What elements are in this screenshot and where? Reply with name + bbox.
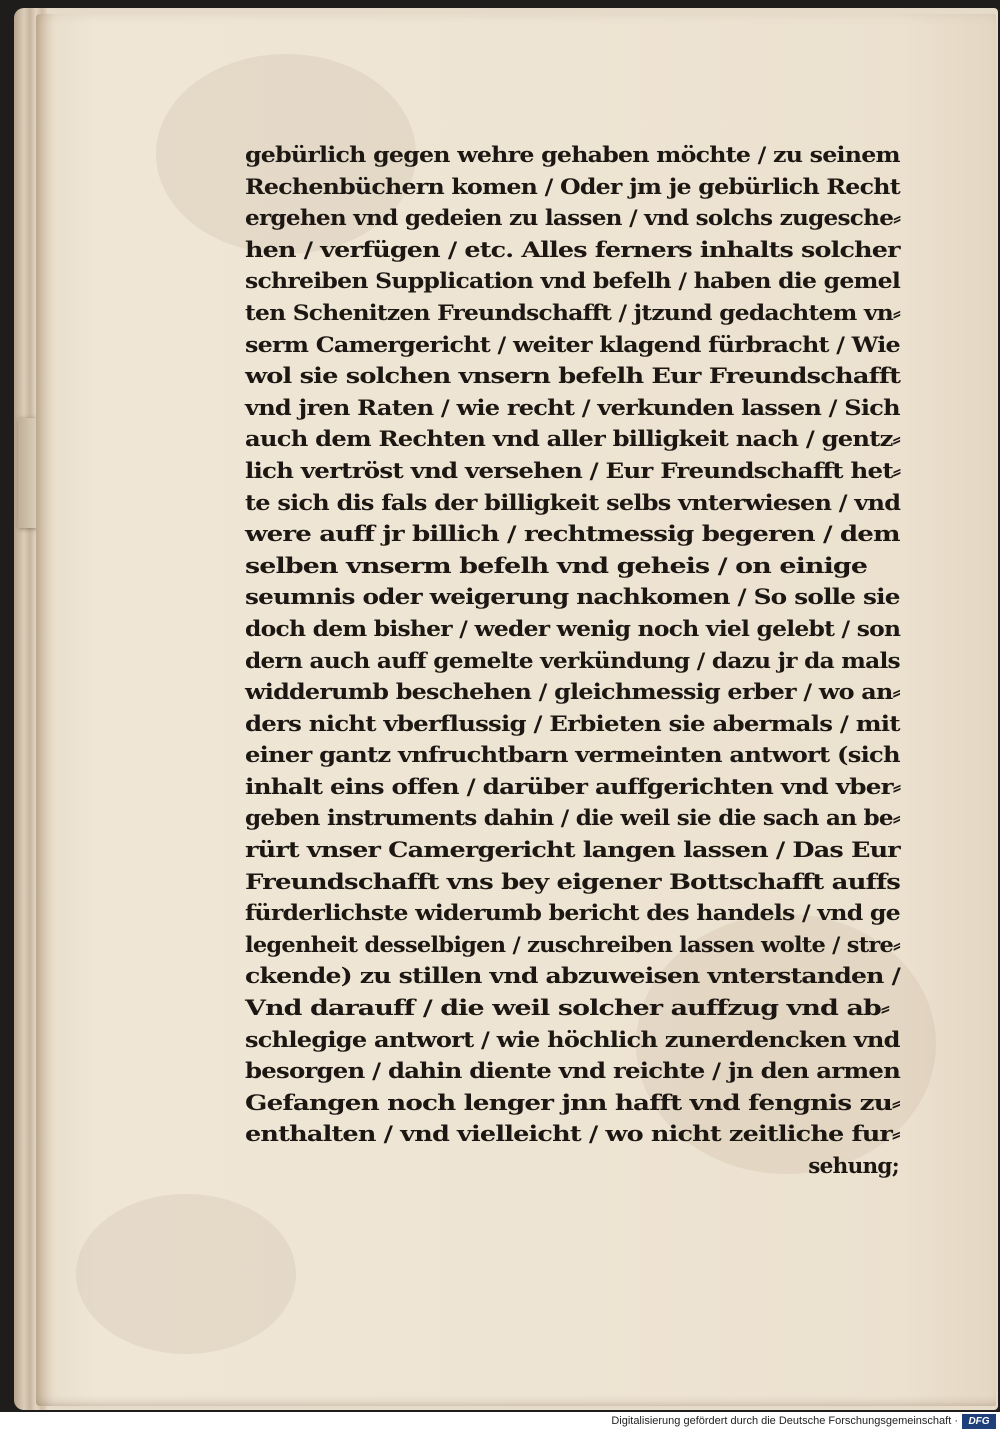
- text-line: vnd jren Raten / wie recht / verkunden lassen / Sich: [245, 395, 900, 421]
- text-line: seumnis oder weigerung nachkomen / So solle sie: [245, 585, 900, 611]
- body-text: [245, 140, 905, 1183]
- text-line: selben vnserm befelh vnd geheis / on einige: [245, 553, 868, 579]
- text-line: schreiben Supplication vnd befelh / haben die gemel: [245, 269, 901, 295]
- text-line: widderumb beschehen / gleichmessig erber / wo an⸗: [245, 680, 900, 706]
- text-line: enthalten / vnd vielleicht / wo nicht zeitliche fur⸗: [245, 1122, 900, 1148]
- text-line: besorgen / dahin diente vnd reichte / jn den armen: [245, 1059, 901, 1085]
- text-line: inhalt eins offen / darüber auffgerichten vnd vber⸗: [245, 774, 901, 800]
- text-line: hen / verfügen / etc. Alles ferners inhalts solcher: [245, 237, 900, 263]
- text-line: ergehen vnd gedeien zu lassen / vnd solchs zugesche⸗: [245, 206, 901, 232]
- dfg-logo: DFG: [962, 1414, 996, 1429]
- text-line: ders nicht vberflussig / Erbieten sie abermals / mit: [245, 711, 900, 737]
- text-line: dern auch auff gemelte verkündung / dazu jr da mals: [245, 648, 900, 674]
- text-line: were auff jr billich / rechtmessig begeren / dem: [245, 522, 900, 548]
- text-line: schlegige antwort / wie höchlich zunerdencken vnd: [245, 1027, 900, 1053]
- text-line: Gefangen noch lenger jnn hafft vnd fengnis zu⸗: [245, 1090, 900, 1116]
- text-line: wol sie solchen vnsern befelh Eur Freundschafft: [245, 364, 901, 390]
- text-line: fürderlichste widerumb bericht des handels / vnd ge: [245, 901, 900, 927]
- text-line: einer gantz vnfruchtbarn vermeinten antwort (sich: [245, 743, 900, 769]
- text-line: serm Camergericht / weiter klagend fürbracht / Wie: [245, 332, 900, 358]
- text-line: gebürlich gegen wehre gehaben möchte / zu seinem: [245, 143, 900, 168]
- text-line: geben instruments dahin / die weil sie die sach an be⸗: [245, 806, 900, 832]
- text-line: Vnd darauff / die weil solcher auffzug vnd ab⸗: [245, 996, 890, 1022]
- text-line: Freundschafft vns bey eigener Bottschafft auffs: [245, 869, 901, 895]
- text-line: rürt vnser Camergericht langen lassen / Das Eur: [245, 838, 900, 864]
- text-line: te sich dis fals der billigkeit selbs vnterwiesen / vnd: [245, 490, 901, 516]
- digitization-credit: Digitalisierung gefördert durch die Deutsche Forschungsgemeinschaft ·: [611, 1415, 958, 1427]
- text-line: legenheit desselbigen / zuschreiben lassen wolte / stre⸗: [245, 932, 900, 958]
- text-line: doch dem bisher / weder wenig noch viel gelebt / son: [245, 616, 901, 642]
- text-line: auch dem Rechten vnd aller billigkeit nach / gentz⸗: [245, 427, 900, 453]
- catchword: sehung;: [808, 1154, 899, 1179]
- text-line: ten Schenitzen Freundschafft / jtzund gedachtem vn⸗: [245, 300, 900, 326]
- text-line: lich vertröst vnd versehen / Eur Freundschafft het⸗: [245, 458, 901, 484]
- text-line: ckende) zu stillen vnd abzuweisen vnterstanden /: [245, 964, 900, 990]
- text-line: Rechenbüchern komen / Oder jm je gebürlich Recht: [245, 174, 900, 200]
